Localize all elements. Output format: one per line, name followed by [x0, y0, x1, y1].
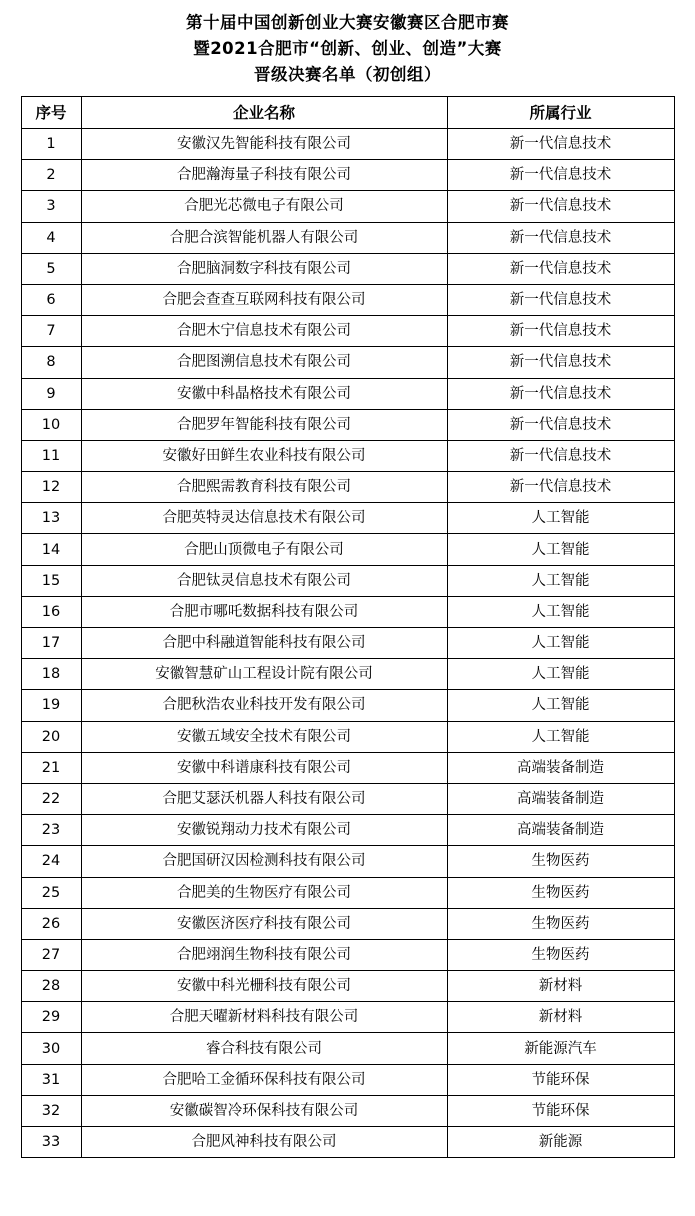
- cell-industry: 高端装备制造: [447, 752, 674, 783]
- cell-no: 19: [21, 690, 81, 721]
- cell-company-name: 安徽智慧矿山工程设计院有限公司: [81, 659, 447, 690]
- table-row: [21, 565, 674, 596]
- table-row: [21, 846, 674, 877]
- cell-industry: 节能环保: [447, 1095, 674, 1126]
- cell-no: 3: [21, 191, 81, 222]
- cell-company-name: 安徽中科谱康科技有限公司: [81, 752, 447, 783]
- table-row: [21, 129, 674, 160]
- cell-no: 27: [21, 939, 81, 970]
- cell-industry: 新一代信息技术: [447, 284, 674, 315]
- cell-industry: 新一代信息技术: [447, 347, 674, 378]
- cell-industry: 新一代信息技术: [447, 191, 674, 222]
- cell-no: 29: [21, 1002, 81, 1033]
- document-title: [0, 0, 695, 96]
- cell-company-name: 合肥翊润生物科技有限公司: [81, 939, 447, 970]
- cell-company-name: 合肥风神科技有限公司: [81, 1127, 447, 1158]
- table-row: [21, 534, 674, 565]
- cell-industry: 人工智能: [447, 721, 674, 752]
- cell-industry: 人工智能: [447, 690, 674, 721]
- cell-no: 17: [21, 628, 81, 659]
- cell-industry: 人工智能: [447, 534, 674, 565]
- table-row: [21, 316, 674, 347]
- cell-industry: 高端装备制造: [447, 783, 674, 814]
- cell-company-name: 合肥哈工金循环保科技有限公司: [81, 1064, 447, 1095]
- cell-company-name: 合肥中科融道智能科技有限公司: [81, 628, 447, 659]
- cell-no: 10: [21, 409, 81, 440]
- cell-no: 22: [21, 783, 81, 814]
- cell-industry: 新一代信息技术: [447, 440, 674, 471]
- cell-company-name: 合肥天曜新材料科技有限公司: [81, 1002, 447, 1033]
- cell-no: 6: [21, 284, 81, 315]
- column-header-industry: 所属行业: [447, 97, 674, 129]
- cell-no: 12: [21, 472, 81, 503]
- cell-company-name: 合肥山顶微电子有限公司: [81, 534, 447, 565]
- cell-industry: 新能源汽车: [447, 1033, 674, 1064]
- cell-industry: 新一代信息技术: [447, 222, 674, 253]
- cell-no: 18: [21, 659, 81, 690]
- table-row: [21, 160, 674, 191]
- cell-company-name: 合肥艾瑟沃机器人科技有限公司: [81, 783, 447, 814]
- cell-company-name: 合肥钛灵信息技术有限公司: [81, 565, 447, 596]
- table-row: [21, 284, 674, 315]
- cell-no: 5: [21, 253, 81, 284]
- cell-company-name: 安徽好田鲜生农业科技有限公司: [81, 440, 447, 471]
- cell-no: 23: [21, 815, 81, 846]
- cell-no: 28: [21, 971, 81, 1002]
- table-row: [21, 690, 674, 721]
- cell-no: 20: [21, 721, 81, 752]
- cell-no: 21: [21, 752, 81, 783]
- table-row: [21, 596, 674, 627]
- cell-company-name: 合肥合滨智能机器人有限公司: [81, 222, 447, 253]
- cell-no: 33: [21, 1127, 81, 1158]
- table-row: [21, 628, 674, 659]
- cell-industry: 人工智能: [447, 596, 674, 627]
- cell-no: 24: [21, 846, 81, 877]
- table-row: [21, 440, 674, 471]
- cell-no: 25: [21, 877, 81, 908]
- table-row: [21, 939, 674, 970]
- cell-no: 4: [21, 222, 81, 253]
- table-row: [21, 253, 674, 284]
- cell-company-name: 合肥英特灵达信息技术有限公司: [81, 503, 447, 534]
- cell-no: 1: [21, 129, 81, 160]
- cell-industry: 节能环保: [447, 1064, 674, 1095]
- table-row: [21, 659, 674, 690]
- table-row: [21, 503, 674, 534]
- cell-company-name: 合肥会查查互联网科技有限公司: [81, 284, 447, 315]
- cell-industry: 新一代信息技术: [447, 160, 674, 191]
- table-row: [21, 1095, 674, 1126]
- table-row: [21, 191, 674, 222]
- table-row: [21, 409, 674, 440]
- cell-company-name: 合肥秋浩农业科技开发有限公司: [81, 690, 447, 721]
- cell-industry: 人工智能: [447, 503, 674, 534]
- cell-no: 8: [21, 347, 81, 378]
- cell-company-name: 合肥图溯信息技术有限公司: [81, 347, 447, 378]
- table-row: [21, 752, 674, 783]
- cell-industry: 人工智能: [447, 565, 674, 596]
- table-row: [21, 877, 674, 908]
- cell-no: 30: [21, 1033, 81, 1064]
- cell-industry: 新材料: [447, 1002, 674, 1033]
- cell-industry: 生物医药: [447, 908, 674, 939]
- table-row: [21, 721, 674, 752]
- cell-industry: 新一代信息技术: [447, 253, 674, 284]
- cell-company-name: 合肥市哪吒数据科技有限公司: [81, 596, 447, 627]
- cell-industry: 新一代信息技术: [447, 378, 674, 409]
- table-row: [21, 1127, 674, 1158]
- title-line-1: 第十届中国创新创业大赛安徽赛区合肥市赛: [186, 13, 509, 32]
- title-line-2: 暨2021合肥市“创新、创业、创造”大赛: [193, 39, 502, 58]
- table-row: [21, 1033, 674, 1064]
- cell-no: 9: [21, 378, 81, 409]
- cell-no: 16: [21, 596, 81, 627]
- cell-industry: 新能源: [447, 1127, 674, 1158]
- table-row: [21, 378, 674, 409]
- cell-industry: 新一代信息技术: [447, 409, 674, 440]
- cell-industry: 新一代信息技术: [447, 129, 674, 160]
- cell-no: 11: [21, 440, 81, 471]
- cell-company-name: 合肥熙需教育科技有限公司: [81, 472, 447, 503]
- column-header-name: 企业名称: [81, 97, 447, 129]
- cell-industry: 人工智能: [447, 659, 674, 690]
- cell-company-name: 合肥罗年智能科技有限公司: [81, 409, 447, 440]
- cell-company-name: 安徽碳智冷环保科技有限公司: [81, 1095, 447, 1126]
- cell-no: 2: [21, 160, 81, 191]
- cell-industry: 人工智能: [447, 628, 674, 659]
- cell-industry: 新材料: [447, 971, 674, 1002]
- cell-no: 31: [21, 1064, 81, 1095]
- table-row: [21, 815, 674, 846]
- table-row: [21, 1064, 674, 1095]
- cell-no: 32: [21, 1095, 81, 1126]
- cell-company-name: 安徽中科晶格技术有限公司: [81, 378, 447, 409]
- table-body: [21, 129, 674, 1158]
- cell-no: 26: [21, 908, 81, 939]
- cell-company-name: 合肥国研汉因检测科技有限公司: [81, 846, 447, 877]
- cell-industry: 高端装备制造: [447, 815, 674, 846]
- cell-company-name: 安徽五域安全技术有限公司: [81, 721, 447, 752]
- cell-no: 14: [21, 534, 81, 565]
- table-header-row: [21, 97, 674, 129]
- table-row: [21, 783, 674, 814]
- cell-company-name: 合肥美的生物医疗有限公司: [81, 877, 447, 908]
- cell-company-name: 合肥瀚海量子科技有限公司: [81, 160, 447, 191]
- cell-no: 13: [21, 503, 81, 534]
- cell-company-name: 睿合科技有限公司: [81, 1033, 447, 1064]
- cell-no: 7: [21, 316, 81, 347]
- table-row: [21, 222, 674, 253]
- cell-industry: 新一代信息技术: [447, 316, 674, 347]
- table-row: [21, 472, 674, 503]
- cell-industry: 生物医药: [447, 939, 674, 970]
- table-row: [21, 1002, 674, 1033]
- column-header-no: 序号: [21, 97, 81, 129]
- table-row: [21, 908, 674, 939]
- table-row: [21, 971, 674, 1002]
- finalist-list-table: [21, 96, 675, 1158]
- table-row: [21, 347, 674, 378]
- cell-industry: 生物医药: [447, 846, 674, 877]
- cell-no: 15: [21, 565, 81, 596]
- cell-company-name: 合肥光芯微电子有限公司: [81, 191, 447, 222]
- cell-company-name: 安徽汉先智能科技有限公司: [81, 129, 447, 160]
- cell-industry: 新一代信息技术: [447, 472, 674, 503]
- cell-company-name: 安徽锐翔动力技术有限公司: [81, 815, 447, 846]
- cell-company-name: 合肥脑洞数字科技有限公司: [81, 253, 447, 284]
- cell-company-name: 合肥木宁信息技术有限公司: [81, 316, 447, 347]
- cell-industry: 生物医药: [447, 877, 674, 908]
- cell-company-name: 安徽医济医疗科技有限公司: [81, 908, 447, 939]
- title-line-3: 晋级决赛名单（初创组）: [254, 65, 441, 84]
- cell-company-name: 安徽中科光栅科技有限公司: [81, 971, 447, 1002]
